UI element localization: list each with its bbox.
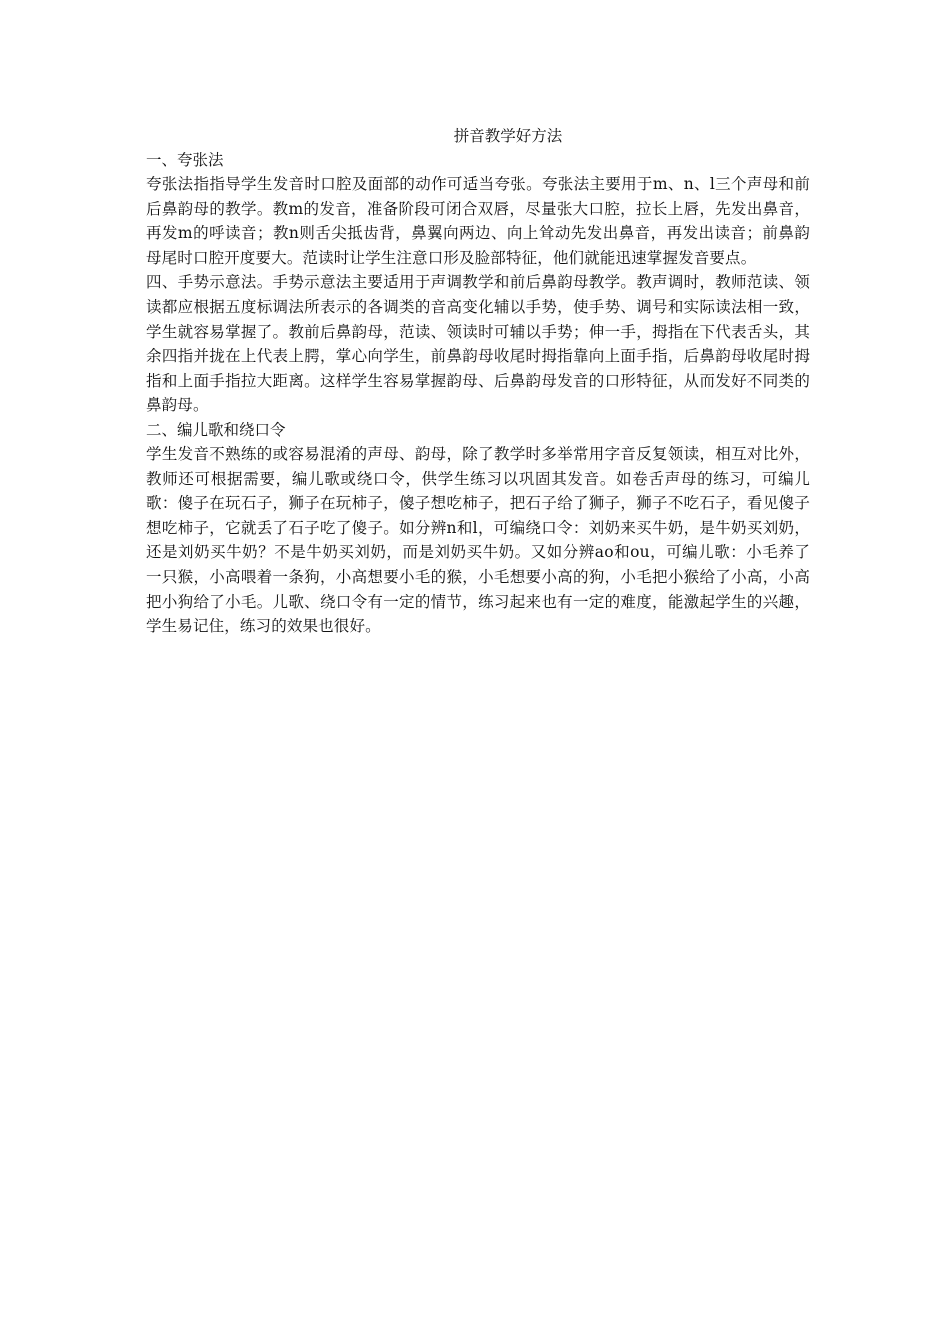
section-heading-rhymes: 二、编儿歌和绕口令: [146, 420, 286, 439]
section-body-exaggeration: 夸张法指指导学生发音时口腔及面部的动作可适当夸张。夸张法主要用于m、n、l三个声母和前后鼻韵母的教学。教m的发音，准备阶段可闭合双唇，尽量张大口腔，拉长上唇，先发出鼻音，再发m的呼读音；教n则舌尖抵齿背，鼻翼向两边、向上耸动先发出鼻音，再发出读音；前鼻韵母尾时口腔开度要大。范读时让学生注意口形及脸部特征，他们就能迅速掌握发音要点。: [146, 175, 810, 267]
section-body-gesture: 四、手势示意法。手势示意法主要适用于声调教学和前后鼻韵母教学。教声调时，教师范读、领读都应根据五度标调法所表示的各调类的音高变化辅以手势，使手势、调号和实际读法相一致，学生就容易掌握了。教前后鼻韵母，范读、领读时可辅以手势；伸一手，拇指在下代表舌头，其余四指并拢在上代表上腭，掌心向学生，前鼻韵母收尾时拇指靠向上面手指，后鼻韵母收尾时拇指和上面手指拉大距离。这样学生容易掌握韵母、后鼻韵母发音的口形特征，从而发好不同类的鼻韵母。: [146, 273, 810, 415]
document-page: [146, 124, 810, 639]
document-title: 拼音教学好方法: [453, 127, 563, 145]
section-heading-exaggeration: 一、夸张法: [146, 151, 224, 169]
section-body-rhymes: 学生发音不熟练的或容易混淆的声母、韵母，除了教学时多举常用字音反复领读，相互对比外，教师还可根据需要，编儿歌或绕口令，供学生练习以巩固其发音。如卷舌声母的练习，可编儿歌：傻子在玩石子，狮子在玩柿子，傻子想吃柿子，把石子给了狮子，狮子不吃石子，看见傻子想吃柿子，它就丢了石子吃了傻子。如分辨n和l，可编绕口令：刘奶来买牛奶，是牛奶买刘奶，还是刘奶买牛奶？不是牛奶买刘奶，而是刘奶买牛奶。又如分辨ao和ou，可编儿歌：小毛养了一只猴，小高喂着一条狗，小高想要小毛的猴，小毛想要小高的狗，小毛把小猴给了小高，小高把小狗给了小毛。儿歌、绕口令有一定的情节，练习起来也有一定的难度，能激起学生的兴趣，学生易记住，练习的效果也很好。: [146, 444, 810, 636]
